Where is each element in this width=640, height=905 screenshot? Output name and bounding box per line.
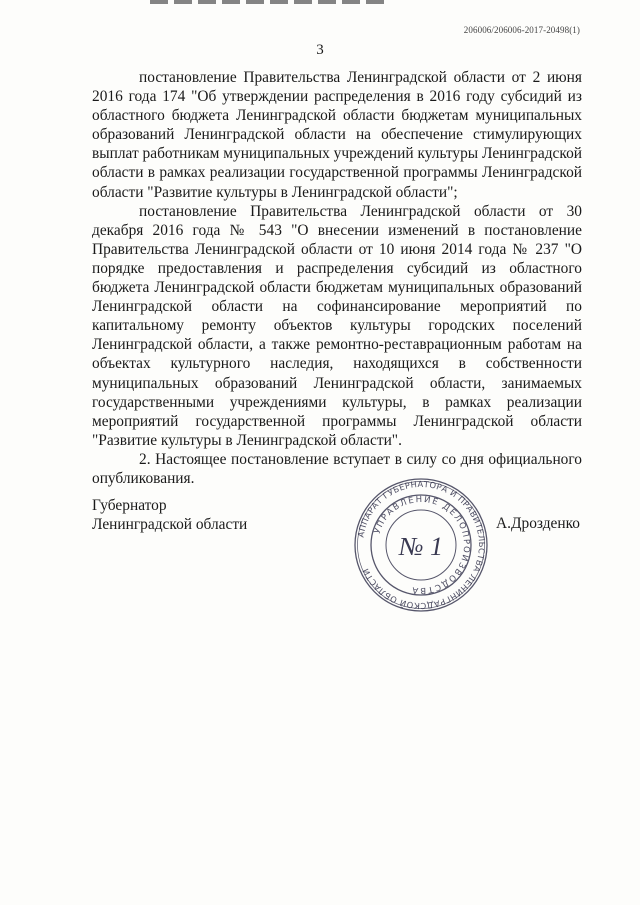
page-number: 3 — [316, 42, 324, 58]
signer-position-line1: Губернатор — [92, 497, 167, 514]
seal-inner-text: УПРАВЛЕНИЕ ДЕЛОПРОИЗВОДСТВА — [372, 494, 472, 596]
seal-outer-text: АППАРАТ ГУБЕРНАТОРА И ПРАВИТЕЛЬСТВА ЛЕНИНГРАДСКОЙ ОБЛАСТИ — [355, 478, 488, 612]
signature-block — [92, 496, 247, 534]
signer-position-line2: Ленинградской области — [92, 516, 248, 533]
paragraph-3: 2. Настоящее постановление вступает в силу со дня официального опубликования. — [92, 450, 582, 487]
signer-name: А.Дрозденко — [496, 515, 580, 532]
paragraph-2: постановление Правительства Ленинградской области от 30 декабря 2016 года № 543 "О внесении изменений в постановление Правительства Ленинградской области от 10 июня 2014 года № 237 "О порядке предоставления и распределения субсидий из областного бюджета Ленинградской области бюджетам муниципальных образований Ленинградской области на софинансирование мероприятий по капитальному ремонту объектов культуры городских поселений Ленинградской области, а также ремонтно-реставрационным работам на объектах культурного наследия, находящихся в собственности муниципальных образований Ленинградской области, занимаемых государственными учреждениями культуры, в рамках реализации мероприятий государственной программы Ленинградской области "Развитие культуры в Ленинградской области". — [92, 202, 582, 449]
document-body — [92, 68, 582, 488]
seal-center-number: № 1 — [398, 532, 444, 561]
official-seal-stamp — [352, 476, 490, 614]
top-scan-mark — [150, 0, 390, 4]
paragraph-1: постановление Правительства Ленинградской области от 2 июня 2016 года 174 "Об утверждении распределения в 2016 году субсидий из областного бюджета Ленинградской области бюджетам муниципальных образований Ленинградской области на обеспечение стимулирующих выплат работникам муниципальных учреждений культуры Ленинградской области в рамках реализации государственной программы Ленинградской области "Развитие культуры в Ленинградской области"; — [92, 69, 582, 201]
document-id: 206006/206006-2017-20498(1) — [463, 25, 580, 35]
